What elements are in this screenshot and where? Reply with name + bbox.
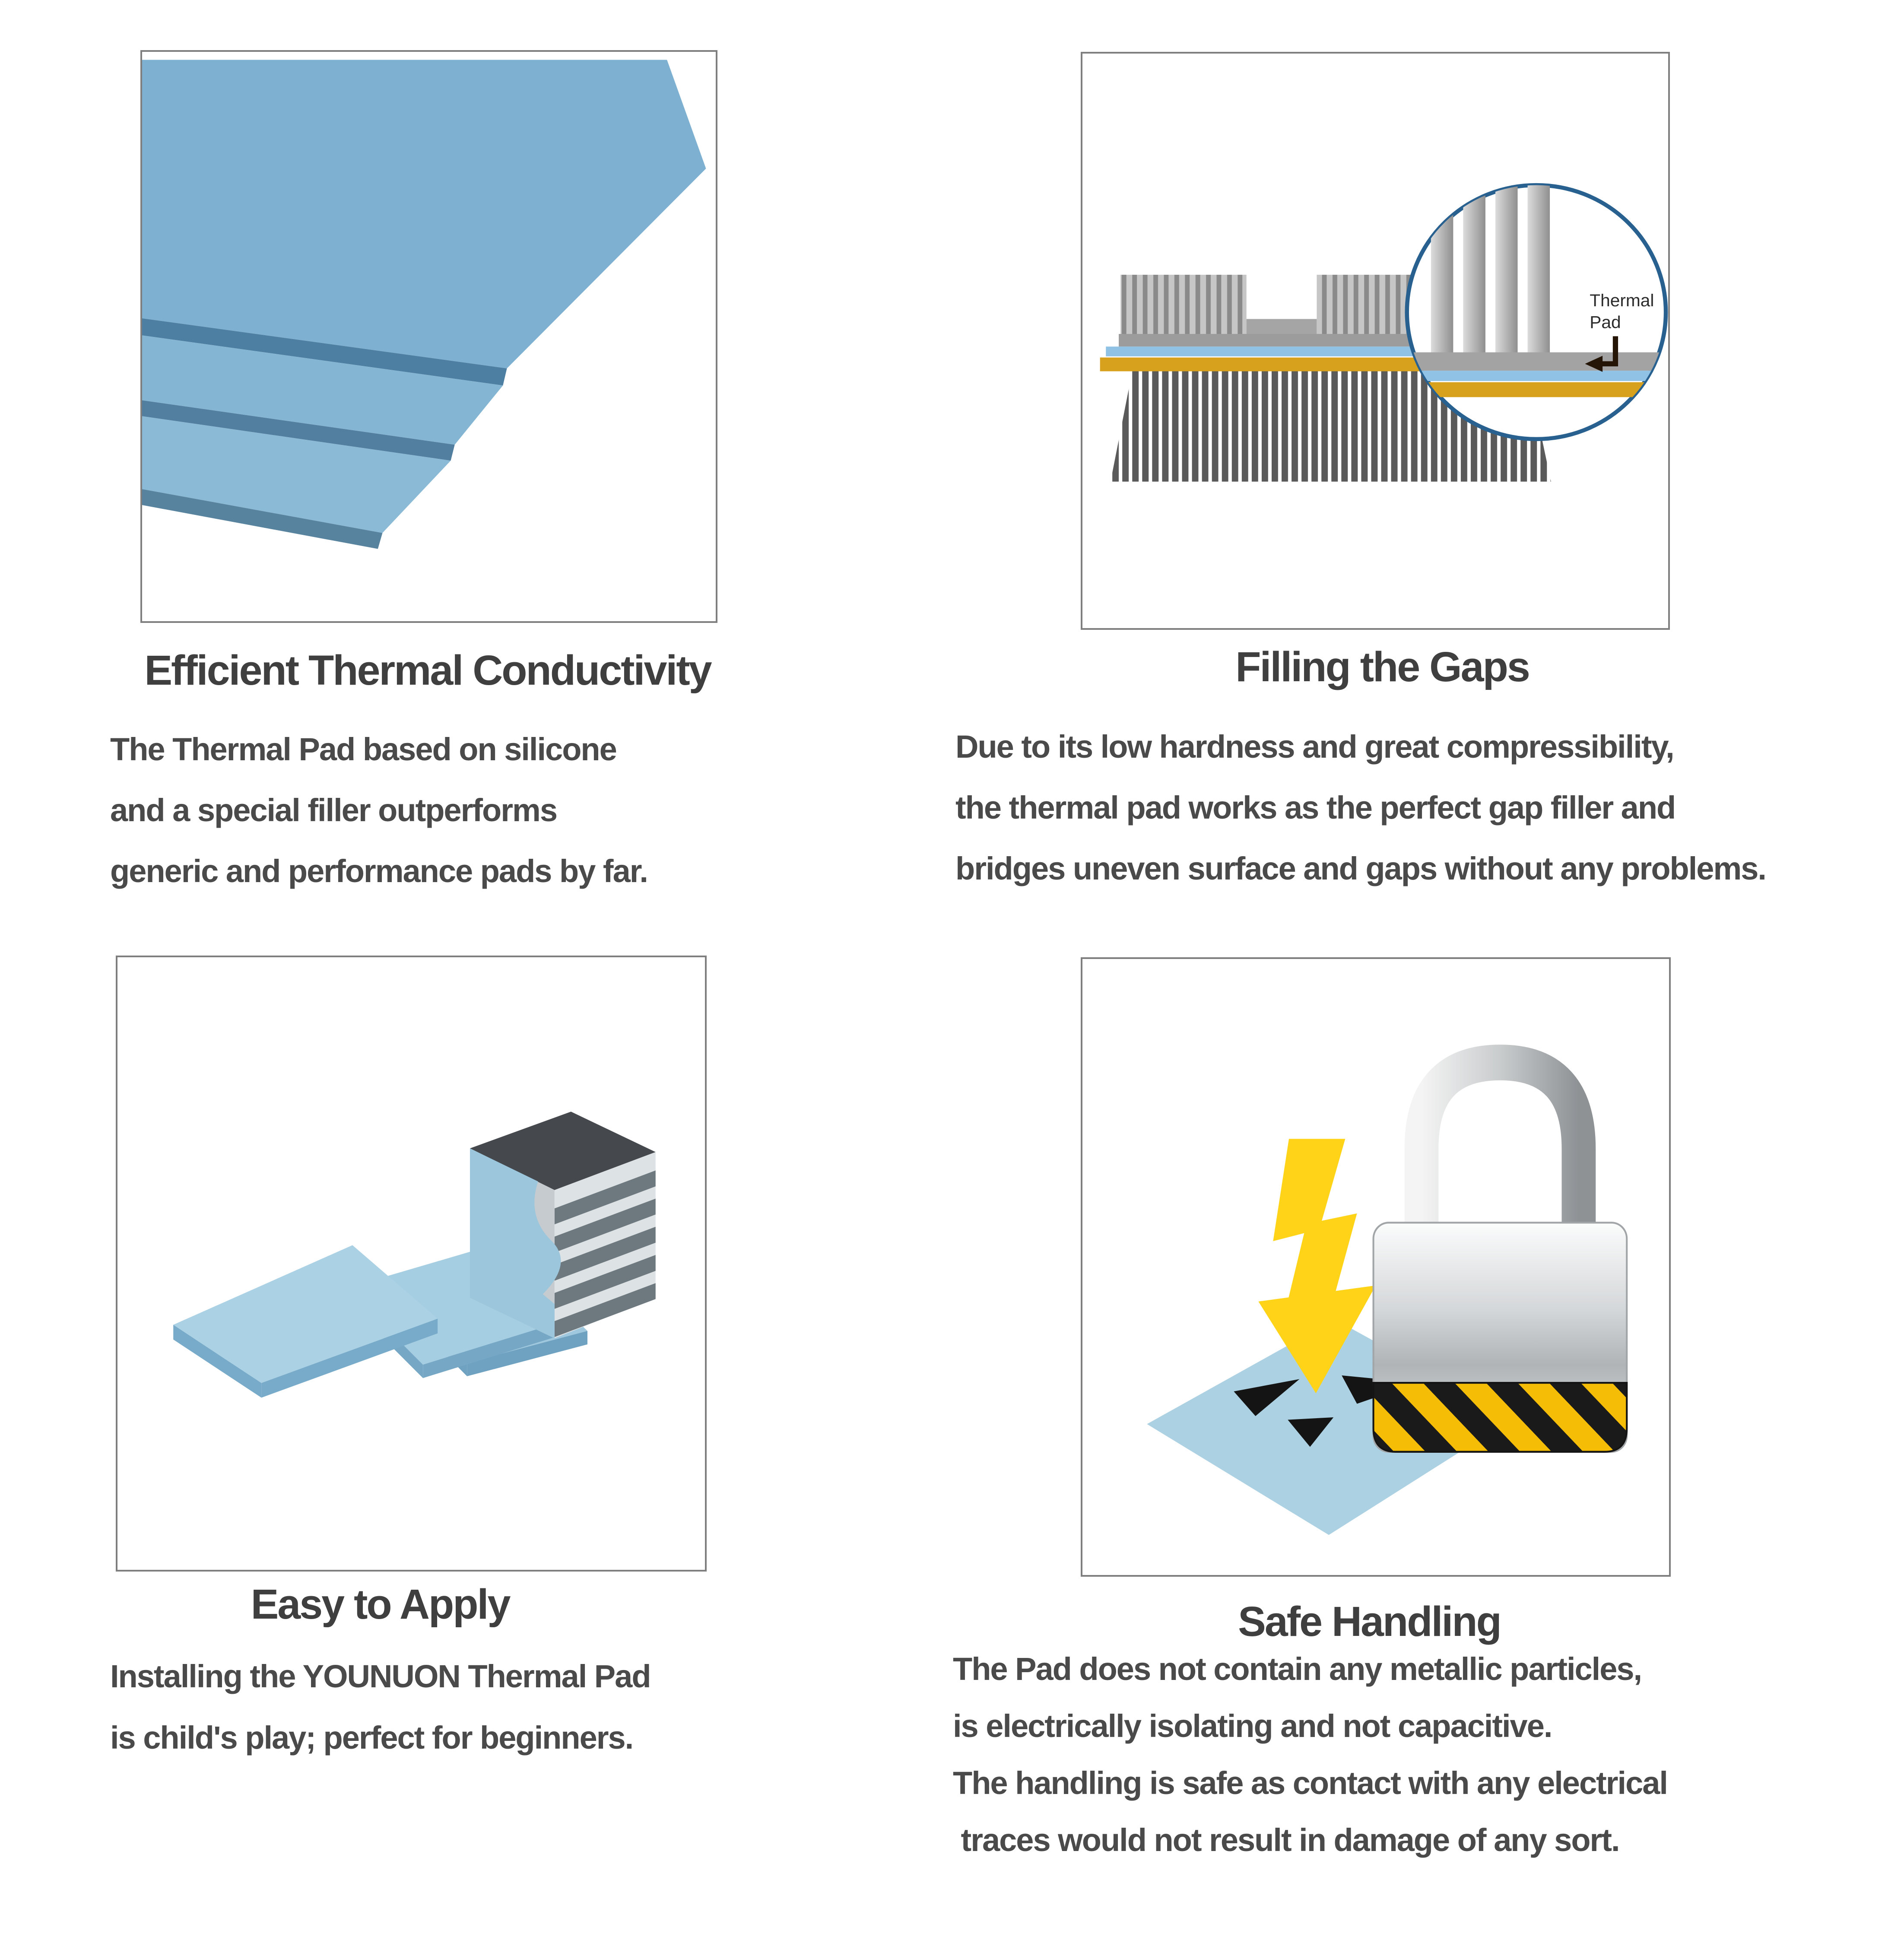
padlock-lightning-photo	[1081, 957, 1671, 1577]
section-title-efficient-thermal-conductivity: Efficient Thermal Conductivity	[144, 647, 711, 694]
padlock-shackle	[1422, 1063, 1579, 1230]
text-line: the thermal pad works as the perfect gap filler and	[955, 790, 1676, 826]
heatsink-block	[470, 1111, 656, 1338]
text-line: Due to its low hardness and great compressibility,	[955, 729, 1674, 765]
text-line: is electrically isolating and not capacitive.	[953, 1708, 1552, 1744]
text-line: and a special filler outperforms	[110, 792, 557, 828]
section-text-filling-the-gaps	[955, 716, 1766, 899]
padlock-lightning-illustration	[1082, 959, 1669, 1575]
text-line: The Thermal Pad based on silicone	[110, 731, 616, 767]
text-line: The Pad does not contain any metallic particles,	[953, 1651, 1642, 1687]
thermal-pad-callout-line1: Thermal	[1590, 291, 1654, 311]
section-text-easy-to-apply	[110, 1646, 651, 1769]
heatsink-cross-section-photo	[1081, 52, 1670, 630]
pads-and-heatsink-photo	[116, 956, 707, 1572]
thermal-pad-callout-line2: Pad	[1590, 313, 1621, 332]
padlock-icon	[1374, 1063, 1627, 1452]
hazard-stripe-band	[1374, 1383, 1627, 1452]
section-text-safe-handling	[953, 1641, 1667, 1869]
text-line: Installing the YOUNUON Thermal Pad	[110, 1658, 651, 1694]
text-line: bridges uneven surface and gaps without any problems.	[955, 851, 1766, 886]
pads-and-heatsink-illustration	[117, 957, 705, 1570]
magnifier	[1407, 180, 1666, 439]
section-title-filling-the-gaps: Filling the Gaps	[1235, 643, 1529, 690]
pad-sheet-top	[142, 60, 706, 385]
text-line: The handling is safe as contact with any electrical	[953, 1765, 1667, 1801]
section-text-efficient-thermal-conductivity	[110, 719, 647, 902]
section-title-safe-handling: Safe Handling	[1238, 1598, 1501, 1645]
heatsink-cross-section-illustration	[1082, 54, 1668, 628]
thermal-pad-sheets-photo	[140, 50, 717, 623]
section-title-easy-to-apply: Easy to Apply	[251, 1581, 510, 1628]
text-line: generic and performance pads by far.	[110, 853, 647, 889]
text-line: traces would not result in damage of any sort.	[953, 1822, 1619, 1858]
thermal-pad-sheets-illustration	[142, 52, 716, 621]
text-line: is child's play; perfect for beginners.	[110, 1720, 633, 1756]
